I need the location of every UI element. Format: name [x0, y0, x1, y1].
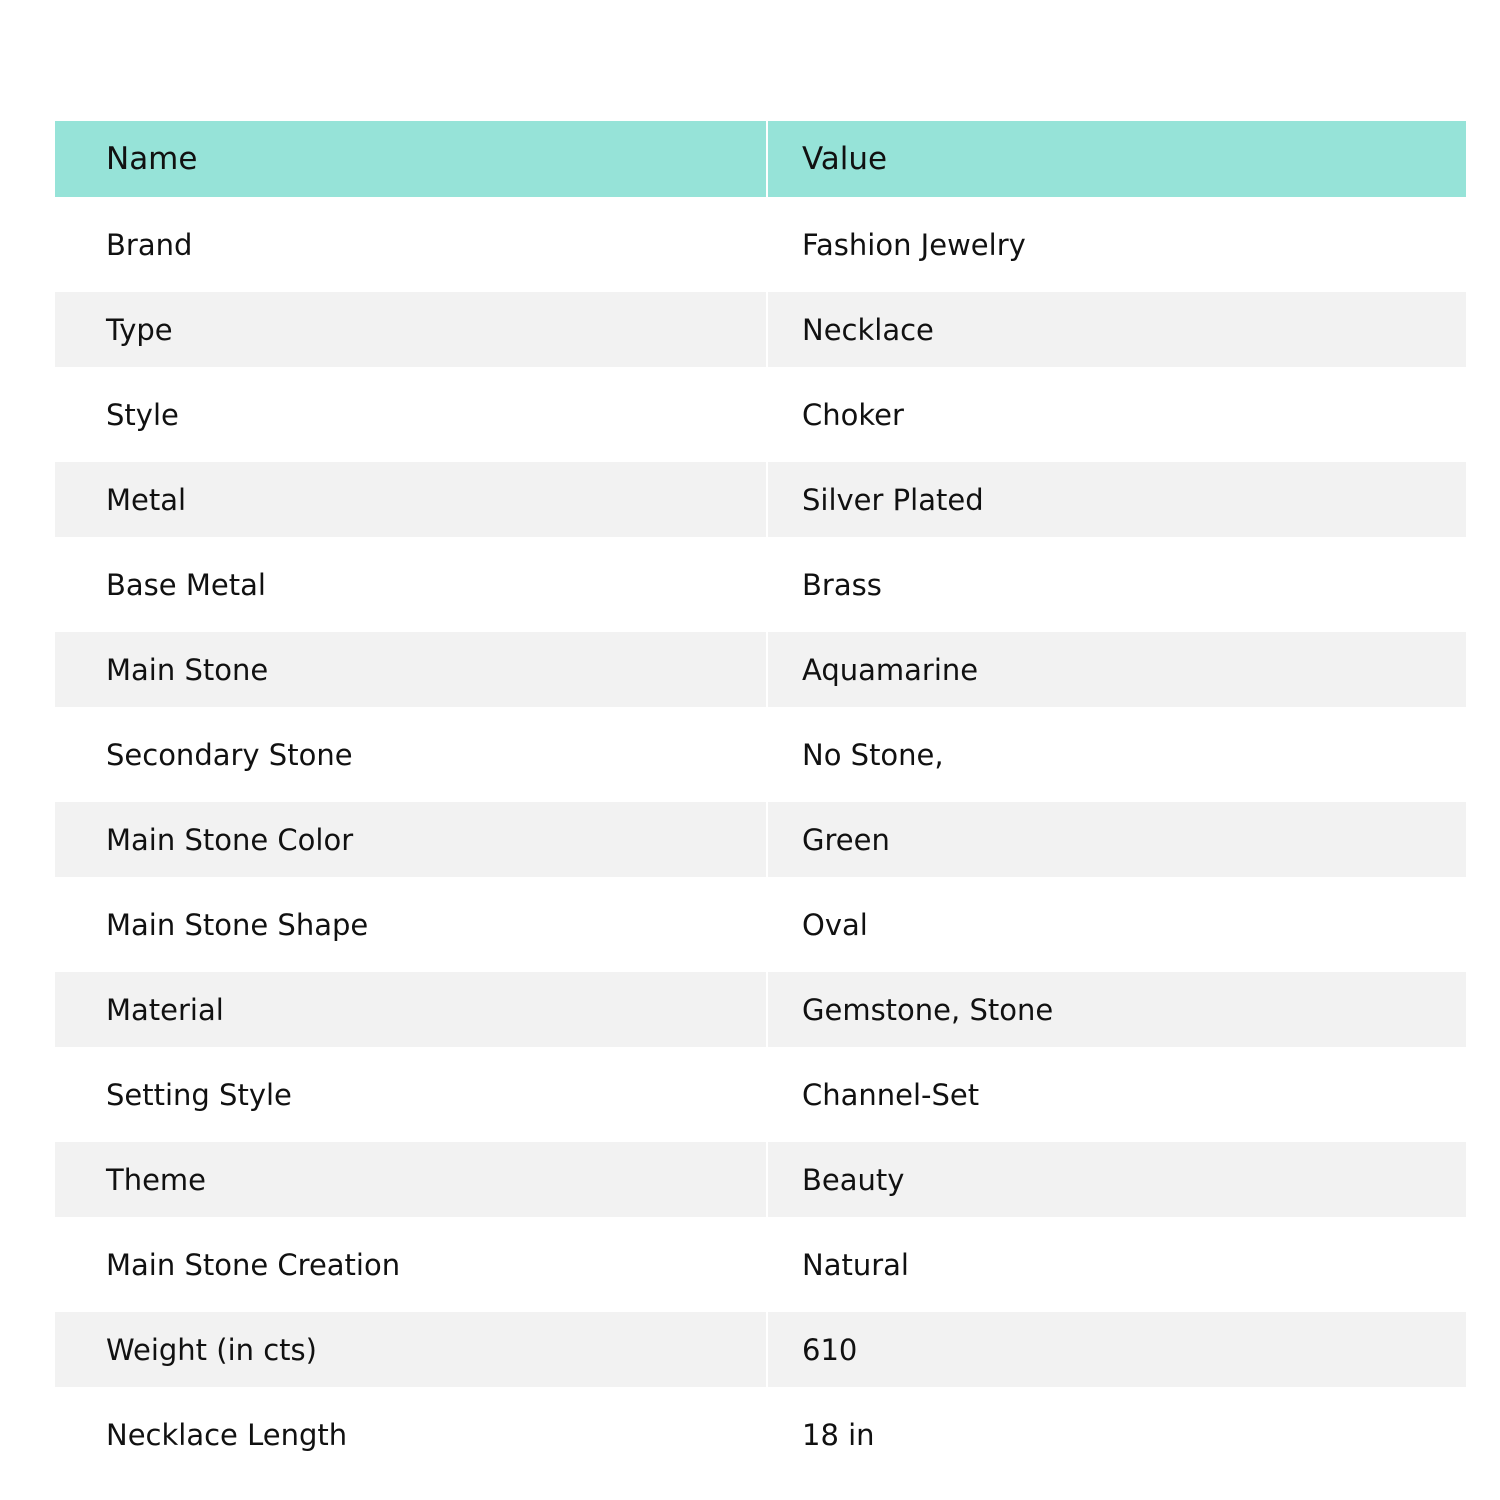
spec-value-cell: Aquamarine [766, 622, 1466, 707]
spec-value-cell: Choker [766, 367, 1466, 452]
spec-value-cell: Green [766, 792, 1466, 877]
spec-name-cell: Metal [55, 452, 766, 537]
table-row [55, 1217, 1466, 1302]
table-row [55, 197, 1466, 282]
spec-value-cell: 18 in [766, 1387, 1466, 1472]
spec-value-cell: No Stone, [766, 707, 1466, 792]
spec-name-cell: Theme [55, 1132, 766, 1217]
spec-name-cell: Necklace Length [55, 1387, 766, 1472]
table-row [55, 1047, 1466, 1132]
table-row [55, 282, 1466, 367]
header-row [55, 121, 1466, 197]
table-row [55, 1132, 1466, 1217]
spec-value-cell: Necklace [766, 282, 1466, 367]
spec-value-cell: Fashion Jewelry [766, 197, 1466, 282]
spec-value-cell: Channel-Set [766, 1047, 1466, 1132]
column-header-name: Name [55, 121, 766, 197]
spec-value-cell: Natural [766, 1217, 1466, 1302]
table-body [55, 197, 1466, 1472]
table-row [55, 877, 1466, 962]
table-row [55, 962, 1466, 1047]
table-row [55, 537, 1466, 622]
table-row [55, 707, 1466, 792]
table-header [55, 121, 1466, 197]
column-header-value: Value [766, 121, 1466, 197]
spec-value-cell: Silver Plated [766, 452, 1466, 537]
spec-name-cell: Main Stone [55, 622, 766, 707]
spec-value-cell: 610 [766, 1302, 1466, 1387]
table-row [55, 1387, 1466, 1472]
table-row [55, 792, 1466, 877]
spec-value-cell: Beauty [766, 1132, 1466, 1217]
table-row [55, 452, 1466, 537]
table-row [55, 622, 1466, 707]
spec-name-cell: Type [55, 282, 766, 367]
spec-name-cell: Material [55, 962, 766, 1047]
spec-name-cell: Brand [55, 197, 766, 282]
product-specs-table [55, 121, 1466, 1472]
spec-value-cell: Oval [766, 877, 1466, 962]
spec-value-cell: Brass [766, 537, 1466, 622]
spec-name-cell: Style [55, 367, 766, 452]
spec-name-cell: Weight (in cts) [55, 1302, 766, 1387]
spec-name-cell: Secondary Stone [55, 707, 766, 792]
spec-name-cell: Base Metal [55, 537, 766, 622]
spec-name-cell: Main Stone Creation [55, 1217, 766, 1302]
spec-value-cell: Gemstone, Stone [766, 962, 1466, 1047]
table-row [55, 367, 1466, 452]
spec-name-cell: Main Stone Color [55, 792, 766, 877]
spec-name-cell: Main Stone Shape [55, 877, 766, 962]
spec-name-cell: Setting Style [55, 1047, 766, 1132]
table-row [55, 1302, 1466, 1387]
